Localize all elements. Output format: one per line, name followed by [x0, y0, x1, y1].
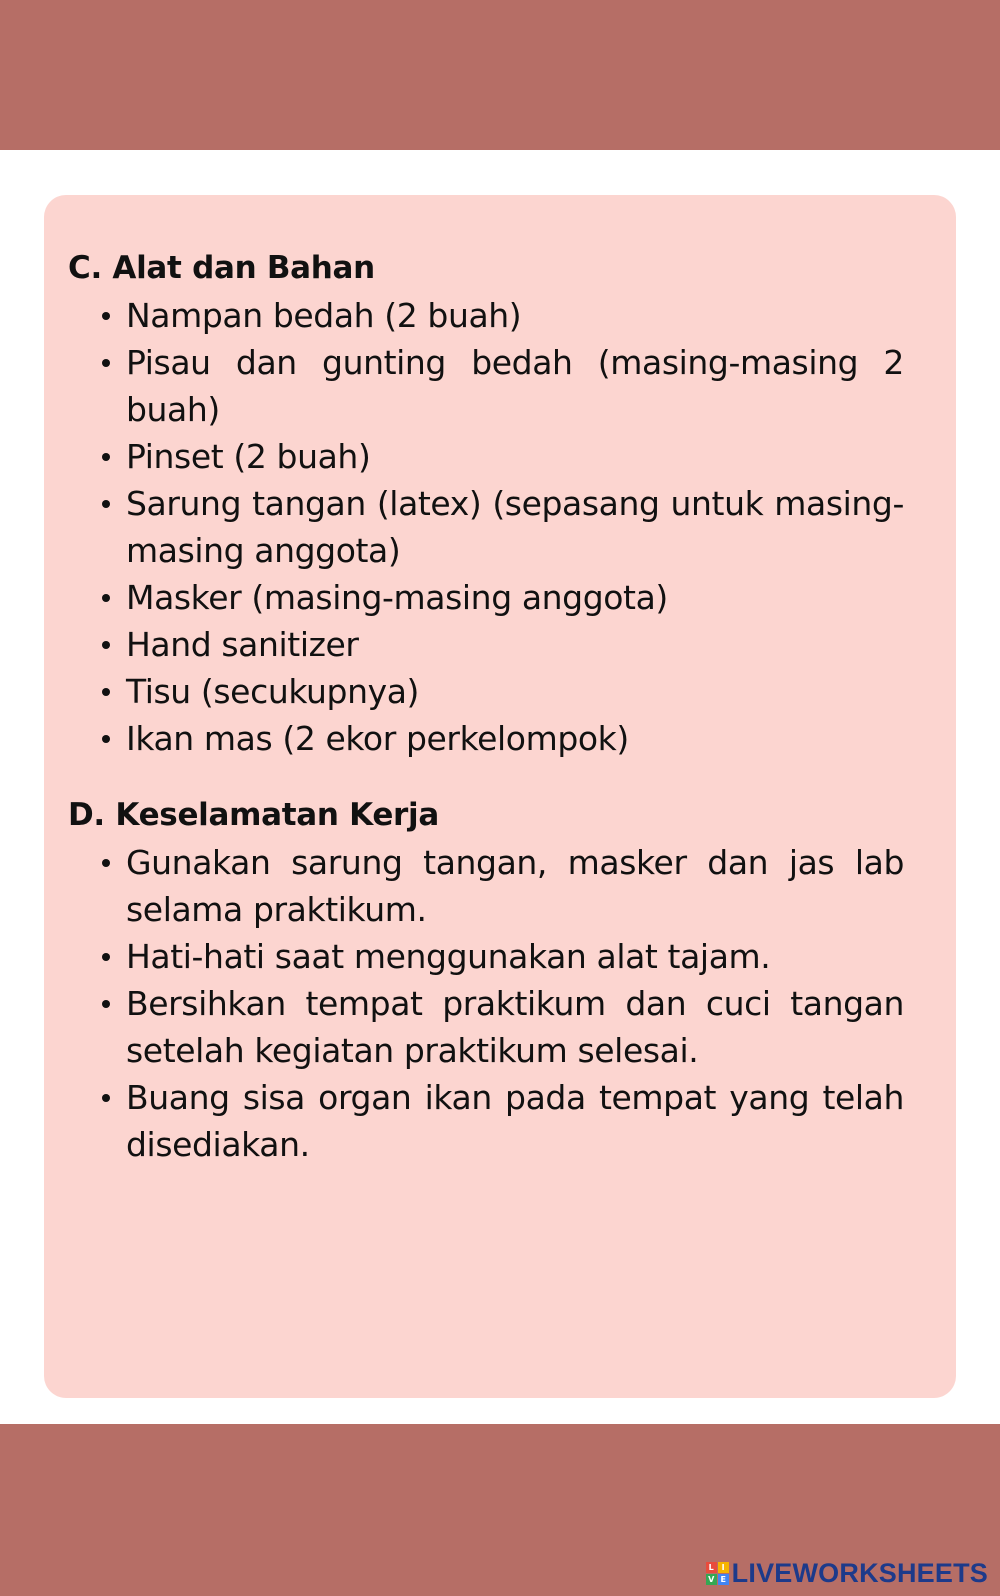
list-item — [68, 339, 904, 433]
list-item — [68, 980, 904, 1074]
list-item — [68, 668, 904, 715]
list-item — [68, 480, 904, 574]
logo-letter: V — [706, 1574, 717, 1585]
bullet-icon — [102, 453, 110, 461]
list-item — [68, 839, 904, 933]
list-item-text: Bersihkan tempat praktikum dan cuci tangan setelah kegiatan praktikum selesai. — [126, 984, 904, 1070]
bullet-icon — [102, 735, 110, 743]
bullet-icon — [102, 1094, 110, 1102]
list-alat-dan-bahan — [68, 292, 904, 762]
liveworksheets-logo-icon — [706, 1562, 729, 1585]
top-band — [0, 0, 1000, 150]
bullet-icon — [102, 641, 110, 649]
bullet-icon — [102, 312, 110, 320]
list-item-text: Ikan mas (2 ekor perkelompok) — [126, 719, 629, 758]
bullet-icon — [102, 594, 110, 602]
list-item-text: Pinset (2 buah) — [126, 437, 371, 476]
bullet-icon — [102, 953, 110, 961]
list-item-text: Masker (masing-masing anggota) — [126, 578, 668, 617]
list-item — [68, 1074, 904, 1168]
list-item — [68, 933, 904, 980]
bullet-icon — [102, 688, 110, 696]
bullet-icon — [102, 500, 110, 508]
list-item-text: Tisu (secukupnya) — [126, 672, 420, 711]
bullet-icon — [102, 1000, 110, 1008]
list-item — [68, 715, 904, 762]
logo-letter: I — [718, 1562, 729, 1573]
list-item — [68, 292, 904, 339]
list-item-text: Hati-hati saat menggunakan alat tajam. — [126, 937, 771, 976]
liveworksheets-brand[interactable] — [706, 1559, 988, 1587]
list-item-text: Gunakan sarung tangan, masker dan jas lab selama praktikum. — [126, 843, 904, 929]
logo-letter: E — [718, 1574, 729, 1585]
section-title-keselamatan-kerja: D. Keselamatan Kerja — [68, 797, 439, 833]
content-card — [44, 195, 956, 1398]
list-item-text: Pisau dan gunting bedah (masing-masing 2 buah) — [126, 343, 904, 429]
list-item-text: Buang sisa organ ikan pada tempat yang telah disediakan. — [126, 1078, 904, 1164]
list-item — [68, 621, 904, 668]
bullet-icon — [102, 359, 110, 367]
list-item-text: Nampan bedah (2 buah) — [126, 296, 522, 335]
list-item-text: Hand sanitizer — [126, 625, 359, 664]
list-item — [68, 574, 904, 621]
card-content — [68, 245, 904, 1168]
list-item — [68, 433, 904, 480]
logo-letter: L — [706, 1562, 717, 1573]
section-title-alat-dan-bahan: C. Alat dan Bahan — [68, 250, 375, 286]
bullet-icon — [102, 859, 110, 867]
list-item-text: Sarung tangan (latex) (sepasang untuk masing-masing anggota) — [126, 484, 904, 570]
list-keselamatan-kerja — [68, 839, 904, 1168]
brand-text: LIVEWORKSHEETS — [731, 1557, 988, 1588]
